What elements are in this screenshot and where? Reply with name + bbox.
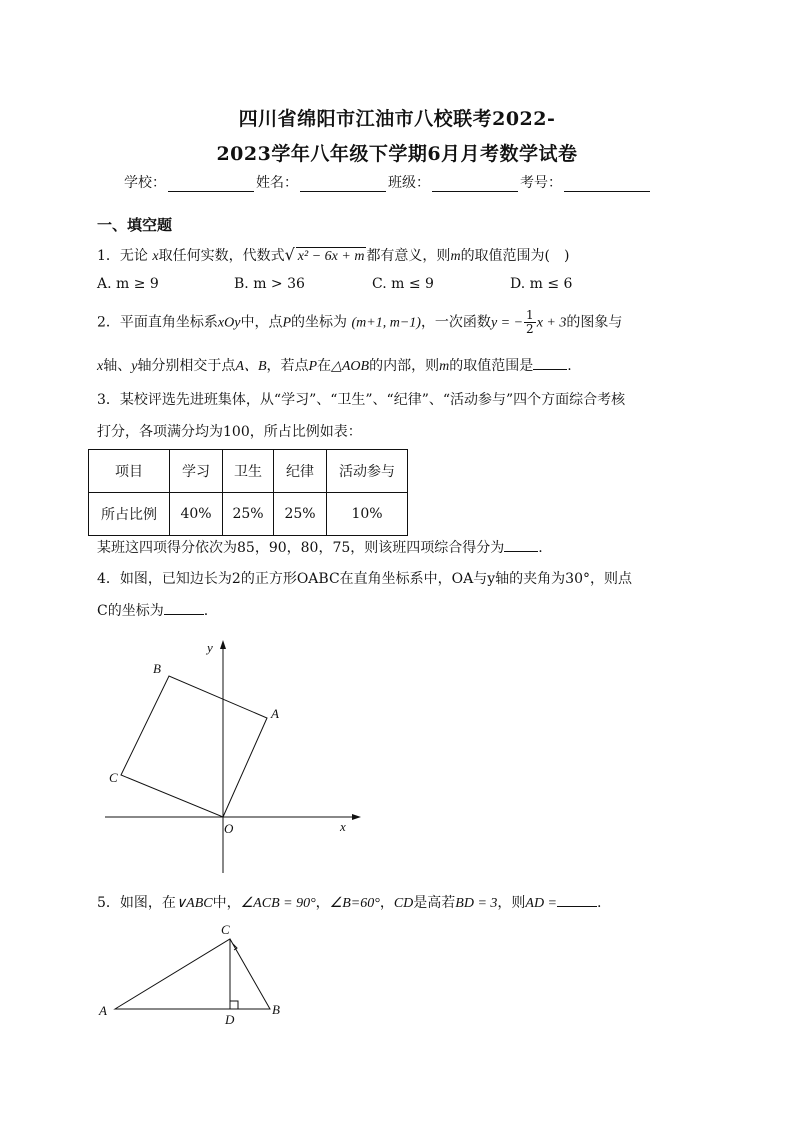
- square-figure: [95, 635, 365, 880]
- q1-text: 的取值范围为( ): [460, 248, 570, 264]
- q1-text: 取任何实数，代数式: [158, 248, 285, 264]
- q1-option-d: D. m ≤ 6: [510, 276, 573, 292]
- q2-text: 的图象与: [566, 314, 623, 331]
- x-label: x: [340, 819, 346, 834]
- q1-radicand: x² − 6x + m: [297, 249, 365, 264]
- q2-text: 的内部，则: [369, 358, 440, 374]
- answer-blank[interactable]: [164, 602, 204, 615]
- q5-angle-acb: ∠ACB = 90°: [240, 896, 316, 911]
- q2-frac-den: 2: [526, 322, 534, 336]
- question-1: [97, 245, 570, 265]
- q2-func-rhs: x + 3: [536, 315, 567, 331]
- q3-text: 某班这四项得分依次为85，90，80，75，则该班四项综合得分为: [97, 540, 505, 556]
- q4-number: 4．: [97, 571, 120, 587]
- q2-text: ，一次函数: [420, 314, 491, 331]
- q2-text: 在: [317, 358, 332, 374]
- c-label: C: [221, 922, 230, 937]
- q5-angle-b: ∠B=60°: [329, 896, 380, 911]
- table-cell: 学习: [170, 450, 223, 493]
- q2-func-lhs: y = −: [490, 315, 524, 331]
- q2-number: 2．: [97, 314, 120, 331]
- question-5: [97, 892, 601, 912]
- q2-text: 轴分别相交于点: [137, 358, 236, 374]
- q2-text: 的坐标为: [291, 314, 348, 331]
- table-row: [89, 450, 408, 493]
- q3-number: 3．: [97, 392, 120, 408]
- q2-points-ab: A、B: [235, 359, 267, 374]
- q1-text: 无论: [119, 248, 148, 264]
- q5-cd: CD: [393, 896, 414, 911]
- question-2-line1: [97, 309, 622, 336]
- q2-end: .: [567, 358, 572, 374]
- q2-text: 平面直角坐标系: [119, 314, 218, 331]
- q1-option-c: C. m ≤ 9: [372, 276, 434, 292]
- table-cell: 10%: [327, 493, 408, 536]
- q2-p: P: [308, 359, 318, 374]
- table-cell: 项目: [89, 450, 170, 493]
- page-title-line2: 2023学年八年级下学期6月月考数学试卷: [216, 143, 578, 165]
- school-blank: [168, 177, 254, 192]
- q2-x: x: [97, 359, 104, 374]
- triangle-figure: [95, 920, 290, 1030]
- q3-end: .: [538, 540, 543, 556]
- q4-text: C的坐标为: [97, 603, 164, 619]
- table-cell: 卫生: [223, 450, 274, 493]
- name-blank: [300, 177, 386, 192]
- q4-text: 如图，已知边长为2的正方形OABC在直角坐标系中，OA与y轴的夹角为30°，则点: [119, 571, 632, 587]
- q5-bd: BD = 3: [455, 896, 498, 911]
- q2-point-p: P: [282, 315, 292, 331]
- o-label: O: [224, 821, 234, 836]
- x-arrow-icon: [352, 814, 361, 820]
- q2-m: m: [439, 359, 450, 374]
- q2-text: ，若点: [266, 358, 309, 374]
- q5-text: ，则: [497, 895, 526, 911]
- y-label: y: [207, 640, 213, 655]
- q1-option-a: A. m ≥ 9: [97, 276, 159, 292]
- q5-text: 中，: [212, 895, 241, 911]
- c-label: C: [109, 770, 118, 785]
- q5-sep: ，: [379, 895, 394, 911]
- q2-text: 中，点: [240, 314, 283, 331]
- q5-text: 如图，在: [119, 895, 176, 911]
- question-4-line2: [97, 600, 208, 620]
- q5-sep: ，: [315, 895, 330, 911]
- ratio-table: [88, 449, 408, 536]
- q2-text: 的取值范围是: [449, 358, 534, 374]
- q2-xoy: xOy: [217, 315, 241, 331]
- q5-number: 5．: [97, 895, 120, 911]
- right-angle-d-icon: [230, 1001, 238, 1009]
- answer-blank[interactable]: [533, 357, 567, 370]
- exam-no-label: 考号：: [520, 175, 562, 191]
- q5-end: .: [597, 895, 602, 911]
- q2-fraction: [524, 309, 536, 336]
- exam-no-blank: [564, 177, 650, 192]
- q2-text: 轴、: [103, 358, 132, 374]
- q1-option-b: B. m > 36: [234, 276, 305, 292]
- triangle-abc: [115, 939, 270, 1009]
- name-label: 姓名：: [256, 175, 298, 191]
- a-label: A: [271, 706, 279, 721]
- question-4-line1: [97, 568, 632, 588]
- question-2-line2: [97, 355, 572, 375]
- q1-var-x: x: [152, 249, 159, 264]
- class-label: 班级：: [388, 175, 430, 191]
- page-title-line1: 四川省绵阳市江油市八校联考2022-: [238, 108, 556, 130]
- q4-end: .: [203, 603, 209, 619]
- table-cell: 25%: [223, 493, 274, 536]
- square-oabc: [121, 676, 267, 817]
- q3-text: 某校评选先进班集体，从“学习”、“卫生”、“纪律”、“活动参与”四个方面综合考核: [119, 392, 626, 408]
- q1-number: 1．: [97, 248, 120, 264]
- school-label: 学校：: [124, 175, 166, 191]
- q5-ad: AD =: [525, 896, 557, 911]
- q2-frac-num: 1: [526, 308, 534, 322]
- radical-icon: √: [284, 245, 295, 264]
- q2-y: y: [131, 359, 138, 374]
- table-cell: 所占比例: [89, 493, 170, 536]
- q1-text: 都有意义，则: [366, 248, 451, 264]
- y-arrow-icon: [220, 640, 226, 649]
- table-cell: 40%: [170, 493, 223, 536]
- b-label: B: [272, 1002, 280, 1017]
- table-cell: 纪律: [274, 450, 327, 493]
- question-3-line1: [97, 389, 625, 409]
- class-blank: [432, 177, 518, 192]
- q5-text: 是高若: [413, 895, 456, 911]
- question-3-line2: 打分，各项满分均为100，所占比例如表：: [97, 424, 362, 440]
- a-label: A: [99, 1003, 107, 1018]
- q2-triangle: △AOB: [331, 359, 370, 374]
- d-label: D: [225, 1012, 235, 1027]
- answer-blank[interactable]: [504, 539, 538, 552]
- table-cell: 25%: [274, 493, 327, 536]
- q5-triangle: ∨ABC: [175, 896, 213, 911]
- question-3-after: [97, 537, 543, 557]
- answer-blank[interactable]: [557, 894, 597, 907]
- student-info: [124, 172, 652, 192]
- q1-var-m: m: [450, 249, 461, 264]
- section-title: 一、填空题: [97, 216, 173, 234]
- table-row: [89, 493, 408, 536]
- q2-coord: (m+1, m−1): [351, 315, 421, 331]
- table-cell: 活动参与: [327, 450, 408, 493]
- b-label: B: [153, 661, 161, 676]
